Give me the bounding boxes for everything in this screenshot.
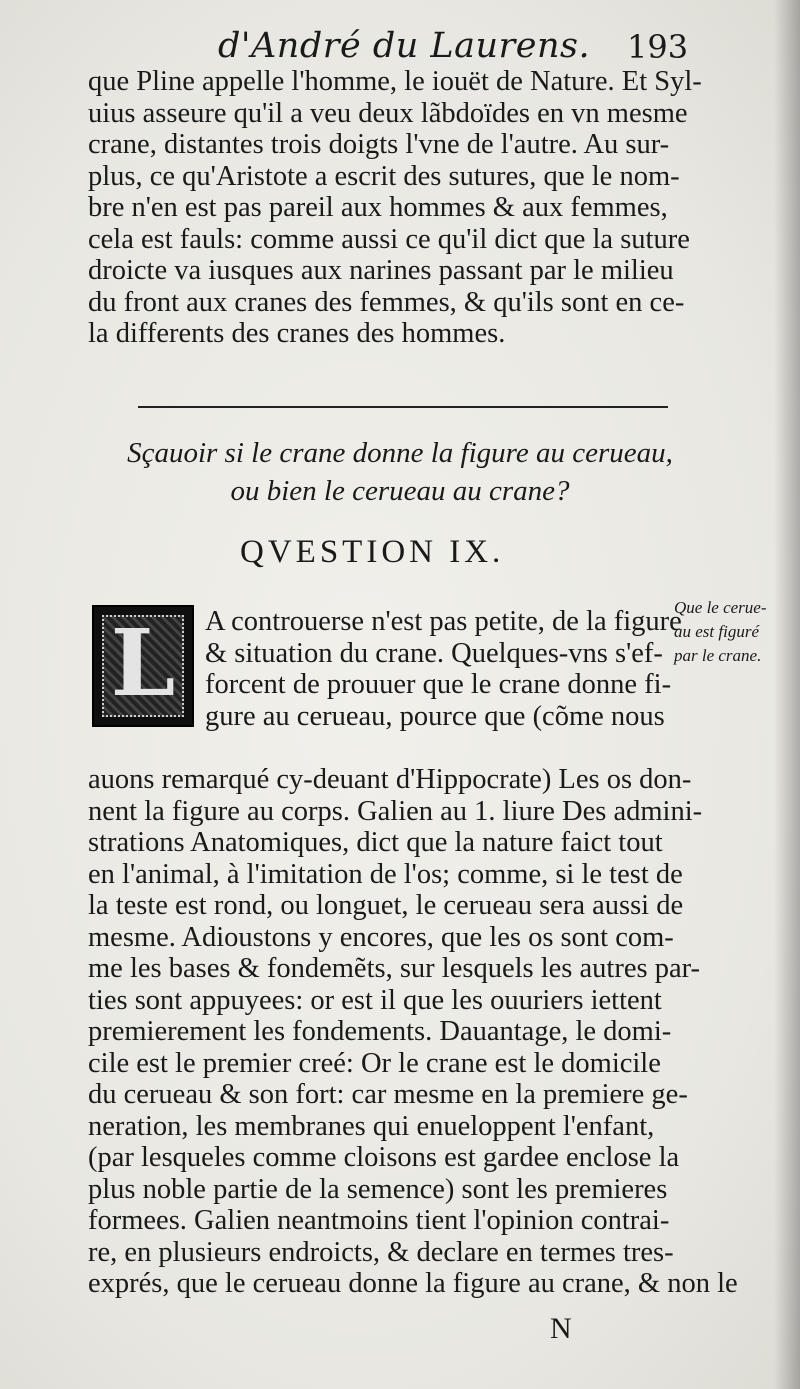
text-line: auons remarqué cy-deuant d'Hippocrate) Les os don- [88, 764, 692, 795]
text-line: du front aux cranes des femmes, & qu'ils sont en ce- [88, 286, 685, 318]
section-subtitle [100, 434, 700, 510]
text-line: la teste est rond, ou longuet, le cerueau sera aussi de [88, 890, 684, 921]
text-line: plus noble partie de la semence) sont les premieres [88, 1173, 668, 1205]
text-line: crane, distantes trois doigts l'vne de l'autre. Au sur- [88, 129, 670, 160]
text-line: ties sont appuyees: or est il que les ouuriers iettent [88, 984, 662, 1016]
text-line: mesme. Adioustons y encores, que les os sont com- [88, 921, 674, 953]
body-paragraph [88, 764, 738, 1300]
margin-note [674, 596, 792, 668]
text-line: formees. Galien neantmoins tient l'opinion contrai- [88, 1205, 670, 1236]
text-line: strations Anatomiques, dict que la nature faict tout [88, 827, 663, 858]
text-line: que Pline appelle l'homme, le iouët de Nature. Et Syl- [88, 66, 702, 97]
text-line: A controuerse n'est pas petite, de la figure [205, 606, 682, 637]
text-line: exprés, que le cerueau donne la figure au crane, & non le [88, 1268, 738, 1299]
lead-paragraph [205, 606, 682, 732]
initial-letter: L [110, 609, 176, 717]
text-line: plus, ce qu'Aristote a escrit des sutures, que le nom- [88, 160, 680, 192]
page-number: 193 [627, 28, 689, 66]
text-line: uius asseure qu'il a veu deux lãbdoïdes en vn mesme [88, 97, 688, 129]
margin-note-line: Que le cerue- [674, 598, 767, 617]
text-line: (par lesqueles comme cloisons est gardee enclose la [88, 1142, 680, 1173]
text-line: me les bases & fondemẽts, sur lesquels les autres par- [88, 953, 701, 984]
decorated-initial [92, 605, 194, 727]
text-line: cile est le premier creé: Or le crane est le domicile [88, 1047, 661, 1079]
text-line: la differents des cranes des hommes. [88, 318, 506, 349]
text-line: premierement les fondements. Dauantage, le domi- [88, 1016, 672, 1047]
question-heading: QVESTION IX. [240, 534, 505, 570]
margin-note-line: au est figuré [674, 622, 759, 641]
text-line: re, en plusieurs endroicts, & declare en termes tres- [88, 1236, 674, 1268]
running-title: d'André du Laurens. [218, 26, 591, 66]
text-line: neration, les membranes qui enueloppent l'enfant, [88, 1110, 655, 1142]
text-line: nent la figure au corps. Galien au 1. liure Des admini- [88, 795, 703, 827]
section-divider-rule [138, 406, 668, 408]
text-line: droicte va iusques aux narines passant par le milieu [88, 255, 674, 286]
subtitle-line: ou bien le cerueau au crane? [230, 475, 570, 507]
page-edge-shadow [774, 0, 800, 1389]
text-line: en l'animal, à l'imitation de l'os; comme, si le test de [88, 858, 683, 890]
text-line: bre n'en est pas pareil aux hommes & aux femmes, [88, 192, 668, 223]
margin-note-line: par le crane. [674, 646, 762, 665]
text-line: gure au cerueau, pource que (cõme nous [205, 700, 665, 732]
text-line: forcent de prouuer que le crane donne fi- [205, 669, 672, 700]
subtitle-line: Sçauoir si le crane donne la figure au cerueau, [127, 437, 673, 469]
intro-paragraph [88, 66, 702, 350]
text-line: & situation du crane. Quelques-vns s'ef- [205, 637, 663, 669]
text-line: du cerueau & son fort: car mesme en la premiere ge- [88, 1079, 688, 1110]
text-line: cela est fauls: comme aussi ce qu'il dict que la suture [88, 223, 690, 255]
catchword: N [550, 1312, 572, 1345]
